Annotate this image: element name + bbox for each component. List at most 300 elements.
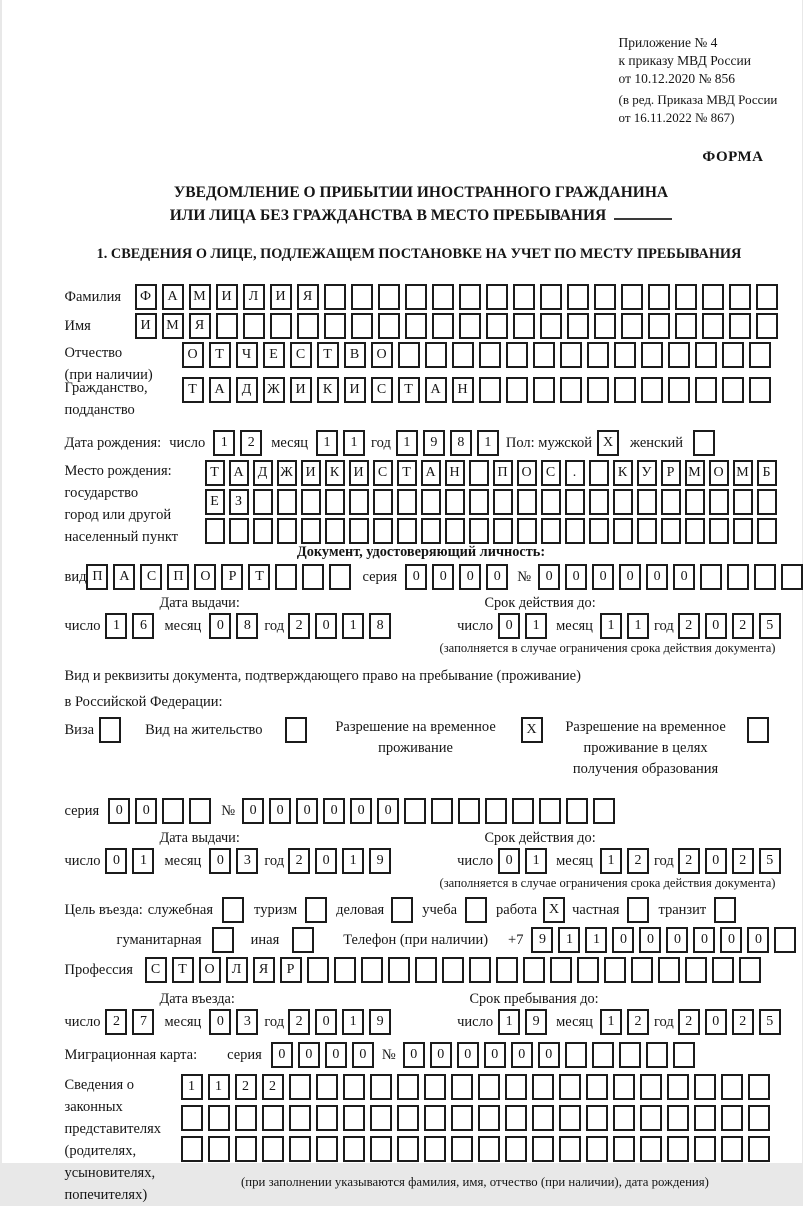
- char-cell: А: [209, 377, 231, 403]
- checkbox-cell[interactable]: X: [597, 430, 619, 456]
- male-checkbox[interactable]: [597, 430, 619, 456]
- char-cell: [668, 342, 690, 368]
- year-label: год: [653, 1013, 674, 1030]
- char-cell: 2: [678, 613, 700, 639]
- day-label: число: [169, 434, 206, 451]
- char-cell: 9: [531, 927, 553, 953]
- char-cell: А: [113, 564, 135, 590]
- checkbox-cell[interactable]: X: [521, 717, 543, 743]
- char-cell: [301, 518, 321, 544]
- day-label: число: [457, 1013, 494, 1030]
- char-cell: [729, 313, 751, 339]
- char-cell: [539, 798, 561, 824]
- char-cell: 0: [484, 1042, 506, 1068]
- char-cell: [593, 798, 615, 824]
- char-cell: [325, 518, 345, 544]
- guardians-label-line: законных: [64, 1099, 123, 1115]
- char-cell: 1: [585, 927, 607, 953]
- birthdate-year-cells: [396, 430, 499, 456]
- char-cell: С: [541, 460, 561, 486]
- stay-until-header: Срок пребывания до:: [469, 991, 599, 1007]
- char-cell: Ф: [135, 284, 157, 310]
- char-cell: Л: [226, 957, 248, 983]
- char-cell: [277, 489, 297, 515]
- char-cell: Я: [253, 957, 275, 983]
- char-cell: 0: [612, 927, 634, 953]
- char-cell: 0: [403, 1042, 425, 1068]
- char-cell: [559, 1074, 581, 1100]
- char-cell: [621, 313, 643, 339]
- month-label: месяц: [271, 434, 309, 451]
- char-cell: [378, 284, 400, 310]
- iddoc-type-label: вид: [64, 568, 87, 585]
- char-cell: [405, 313, 427, 339]
- resdoc-intro-line2: в Российской Федерации:: [64, 694, 223, 710]
- char-cell: [648, 284, 670, 310]
- profession-row: [65, 957, 778, 983]
- guardians-note: (при заполнении указываются фамилия, имя, отчество (при наличии), дата рождения): [241, 1175, 709, 1189]
- char-cell: 1: [208, 1074, 230, 1100]
- iddoc-number-cells: [538, 564, 803, 590]
- char-cell: [641, 377, 663, 403]
- char-cell: Р: [280, 957, 302, 983]
- birthplace-label-line: Место рождения:: [64, 463, 172, 479]
- patronymic-cells: [182, 342, 771, 368]
- visa-checkbox[interactable]: [99, 717, 121, 743]
- char-cell: Ж: [263, 377, 285, 403]
- char-cell: [613, 1136, 635, 1162]
- char-cell: И: [349, 460, 369, 486]
- migcard-number-label: №: [381, 1046, 396, 1063]
- char-cell: Е: [263, 342, 285, 368]
- char-cell: М: [162, 313, 184, 339]
- char-cell: [667, 1105, 689, 1131]
- char-cell: 1: [342, 848, 364, 874]
- char-cell: Б: [757, 460, 777, 486]
- char-cell: [459, 313, 481, 339]
- char-cell: С: [145, 957, 167, 983]
- purpose-work-checkbox[interactable]: [543, 897, 565, 923]
- resdoc-date-headers: [65, 830, 778, 847]
- female-checkbox[interactable]: [693, 430, 715, 456]
- char-cell: Е: [205, 489, 225, 515]
- guardians-block: [65, 1074, 778, 1206]
- char-cell: 2: [105, 1009, 127, 1035]
- char-cell: [541, 518, 561, 544]
- char-cell: [648, 313, 670, 339]
- char-cell: 0: [352, 1042, 374, 1068]
- char-cell: [388, 957, 410, 983]
- birthplace-label-line: населенный пункт: [64, 529, 179, 545]
- char-cell: [208, 1136, 230, 1162]
- char-cell: [373, 518, 393, 544]
- char-cell: 2: [678, 848, 700, 874]
- rvp-label: Разрешение на временное проживание: [335, 719, 496, 756]
- char-cell: [661, 518, 681, 544]
- char-cell: 0: [673, 564, 695, 590]
- char-cell: [709, 518, 729, 544]
- char-cell: Д: [253, 460, 273, 486]
- char-cell: Т: [205, 460, 225, 486]
- residence-permit-label: Вид на жительство: [145, 722, 263, 738]
- firstname-label: Имя: [64, 317, 91, 334]
- char-cell: Т: [182, 377, 204, 403]
- char-cell: [661, 489, 681, 515]
- surname-cells: [135, 284, 778, 310]
- purpose-private-checkbox[interactable]: [627, 897, 649, 923]
- char-cell: [262, 1105, 284, 1131]
- resdoc-series-label: серия: [64, 802, 100, 819]
- stay-day: [498, 1009, 547, 1035]
- char-cell: 0: [498, 848, 520, 874]
- year-label: год: [264, 1013, 285, 1030]
- char-cell: [559, 1105, 581, 1131]
- char-cell: Д: [236, 377, 258, 403]
- purpose-business-checkbox[interactable]: [391, 897, 413, 923]
- char-cell: [631, 957, 653, 983]
- char-cell: Н: [445, 460, 465, 486]
- patronymic-label-line2: (при наличии): [64, 367, 153, 383]
- char-cell: [517, 518, 537, 544]
- guardians-label: [65, 1074, 181, 1206]
- char-cell: О: [517, 460, 537, 486]
- char-cell: [640, 1105, 662, 1131]
- annex-note-line: (в ред. Приказа МВД России: [618, 92, 778, 107]
- char-cell: Т: [397, 460, 417, 486]
- char-cell: [748, 1105, 770, 1131]
- rvp-education-checkbox[interactable]: [747, 717, 769, 743]
- char-cell: 1: [213, 430, 235, 456]
- annex-note-line: от 16.11.2022 № 867): [618, 110, 735, 125]
- char-cell: Т: [317, 342, 339, 368]
- citizenship-cells: [182, 377, 771, 403]
- char-cell: 2: [732, 1009, 754, 1035]
- char-cell: [756, 284, 778, 310]
- char-cell: 2: [288, 848, 310, 874]
- char-cell: 0: [105, 848, 127, 874]
- char-cell: И: [301, 460, 321, 486]
- char-cell: [749, 342, 771, 368]
- month-label: месяц: [556, 617, 593, 634]
- iddoc-issue-year: [288, 613, 391, 639]
- residence-permit-checkbox[interactable]: [285, 717, 307, 743]
- entry-date-headers: [65, 991, 778, 1008]
- checkbox-cell[interactable]: [285, 717, 307, 743]
- char-cell: 9: [369, 1009, 391, 1035]
- char-cell: [640, 1074, 662, 1100]
- iddoc-issue-day: [105, 613, 154, 639]
- char-cell: [181, 1136, 203, 1162]
- char-cell: [613, 489, 633, 515]
- char-cell: 9: [369, 848, 391, 874]
- iddoc-valid-header: Срок действия до:: [484, 595, 596, 611]
- char-cell: [378, 313, 400, 339]
- char-cell: 1: [600, 848, 622, 874]
- arrival-notification-form: [2, 0, 802, 1203]
- purpose-humanitarian-label: гуманитарная: [116, 931, 202, 948]
- char-cell: [586, 1136, 608, 1162]
- char-cell: [479, 377, 501, 403]
- char-cell: [289, 1074, 311, 1100]
- char-cell: [351, 313, 373, 339]
- char-cell: П: [493, 460, 513, 486]
- char-cell: 0: [619, 564, 641, 590]
- annex-line: Приложение № 4: [618, 35, 718, 50]
- char-cell: 1: [342, 1009, 364, 1035]
- char-cell: [270, 313, 292, 339]
- migration-card-label: Миграционная карта:: [64, 1046, 198, 1063]
- char-cell: [589, 489, 609, 515]
- resdoc-valid-year: [678, 848, 781, 874]
- char-cell: 3: [236, 848, 258, 874]
- char-cell: [253, 518, 273, 544]
- purpose-work-label: работа: [496, 901, 538, 918]
- char-cell: [452, 342, 474, 368]
- resdoc-number-label: №: [221, 802, 236, 819]
- char-cell: 2: [678, 1009, 700, 1035]
- char-cell: [478, 1136, 500, 1162]
- char-cell: [640, 1136, 662, 1162]
- char-cell: 2: [288, 613, 310, 639]
- char-cell: [478, 1105, 500, 1131]
- char-cell: [702, 313, 724, 339]
- char-cell: [532, 1136, 554, 1162]
- checkbox-cell[interactable]: [693, 430, 715, 456]
- char-cell: Р: [221, 564, 243, 590]
- month-label: месяц: [556, 852, 593, 869]
- char-cell: [493, 518, 513, 544]
- month-label: месяц: [556, 1013, 593, 1030]
- char-cell: О: [199, 957, 221, 983]
- checkbox-cell[interactable]: X: [543, 897, 565, 923]
- char-cell: Т: [248, 564, 270, 590]
- checkbox-cell[interactable]: [212, 927, 234, 953]
- char-cell: О: [709, 460, 729, 486]
- phone-label: Телефон (при наличии): [343, 931, 489, 948]
- resdoc-series-row: [65, 798, 778, 824]
- char-cell: [424, 1074, 446, 1100]
- checkbox-cell[interactable]: [465, 897, 487, 923]
- purpose-transit-checkbox[interactable]: [714, 897, 736, 923]
- entry-day: [105, 1009, 154, 1035]
- char-cell: П: [167, 564, 189, 590]
- char-cell: [415, 957, 437, 983]
- resdoc-series-cells: [108, 798, 211, 824]
- migcard-series-label: серия: [227, 1046, 262, 1063]
- char-cell: [567, 284, 589, 310]
- stay-year: [678, 1009, 781, 1035]
- forma-label: ФОРМА: [702, 149, 764, 165]
- char-cell: У: [637, 460, 657, 486]
- char-cell: [637, 489, 657, 515]
- char-cell: [235, 1105, 257, 1131]
- title-blank-underline: [614, 206, 672, 220]
- birthplace-block: [65, 460, 778, 548]
- char-cell: 5: [759, 848, 781, 874]
- char-cell: [594, 284, 616, 310]
- char-cell: Л: [243, 284, 265, 310]
- char-cell: 1: [525, 848, 547, 874]
- char-cell: [739, 957, 761, 983]
- char-cell: 0: [350, 798, 372, 824]
- char-cell: [685, 957, 707, 983]
- char-cell: [675, 313, 697, 339]
- resdoc-dates-row: [65, 848, 778, 874]
- char-cell: [451, 1136, 473, 1162]
- char-cell: 9: [423, 430, 445, 456]
- char-cell: 0: [592, 564, 614, 590]
- year-label: год: [653, 852, 674, 869]
- char-cell: [307, 957, 329, 983]
- char-cell: [695, 377, 717, 403]
- char-cell: [756, 313, 778, 339]
- purpose-transit-label: транзит: [658, 901, 707, 918]
- purpose-official-checkbox[interactable]: [222, 897, 244, 923]
- year-label: год: [264, 617, 285, 634]
- purpose-other-label: иная: [250, 931, 280, 948]
- char-cell: [621, 284, 643, 310]
- char-cell: 0: [325, 1042, 347, 1068]
- char-cell: 1: [316, 430, 338, 456]
- char-cell: О: [371, 342, 393, 368]
- char-cell: Ч: [236, 342, 258, 368]
- checkbox-cell[interactable]: [747, 717, 769, 743]
- entry-dates-row: [65, 1009, 778, 1035]
- char-cell: .: [565, 460, 585, 486]
- char-cell: [727, 564, 749, 590]
- char-cell: И: [290, 377, 312, 403]
- char-cell: 0: [209, 1009, 231, 1035]
- annex-revision-note: [619, 91, 778, 127]
- char-cell: А: [162, 284, 184, 310]
- purpose-study-checkbox[interactable]: [465, 897, 487, 923]
- checkbox-cell[interactable]: [292, 927, 314, 953]
- char-cell: [397, 518, 417, 544]
- char-cell: [405, 284, 427, 310]
- surname-row: [65, 284, 778, 310]
- resdoc-issue-header: Дата выдачи:: [159, 830, 240, 846]
- char-cell: 6: [132, 613, 154, 639]
- char-cell: [361, 957, 383, 983]
- char-cell: И: [270, 284, 292, 310]
- iddoc-series-cells: [405, 564, 508, 590]
- char-cell: [722, 377, 744, 403]
- rvp-checkbox[interactable]: [521, 717, 543, 743]
- char-cell: 0: [538, 1042, 560, 1068]
- phone-cells: [531, 927, 796, 953]
- char-cell: 1: [396, 430, 418, 456]
- checkbox-cell[interactable]: [222, 897, 244, 923]
- char-cell: [421, 518, 441, 544]
- char-cell: [445, 518, 465, 544]
- char-cell: 0: [666, 927, 688, 953]
- char-cell: [513, 313, 535, 339]
- checkbox-cell[interactable]: [99, 717, 121, 743]
- char-cell: [316, 1105, 338, 1131]
- entry-month: [209, 1009, 258, 1035]
- char-cell: 1: [558, 927, 580, 953]
- char-cell: [667, 1074, 689, 1100]
- checkbox-cell[interactable]: [391, 897, 413, 923]
- char-cell: 0: [405, 564, 427, 590]
- purpose-tourism-label: туризм: [254, 901, 298, 918]
- char-cell: 1: [525, 613, 547, 639]
- char-cell: 0: [720, 927, 742, 953]
- char-cell: [587, 377, 609, 403]
- char-cell: [668, 377, 690, 403]
- iddoc-valid-month: [600, 613, 649, 639]
- month-label: месяц: [164, 1013, 202, 1030]
- char-cell: [749, 377, 771, 403]
- checkbox-cell[interactable]: [714, 897, 736, 923]
- char-cell: [505, 1105, 527, 1131]
- year-label: год: [653, 617, 674, 634]
- char-cell: [694, 1105, 716, 1131]
- char-cell: [334, 957, 356, 983]
- month-label: месяц: [164, 617, 202, 634]
- char-cell: [685, 489, 705, 515]
- char-cell: [613, 1105, 635, 1131]
- char-cell: [532, 1105, 554, 1131]
- patronymic-label-line1: Отчество: [64, 345, 123, 361]
- char-cell: 2: [627, 848, 649, 874]
- char-cell: Т: [172, 957, 194, 983]
- char-cell: [721, 1136, 743, 1162]
- resdoc-options-row: [65, 717, 778, 780]
- char-cell: М: [733, 460, 753, 486]
- char-cell: 0: [486, 564, 508, 590]
- char-cell: [577, 957, 599, 983]
- char-cell: [559, 1136, 581, 1162]
- birthdate-month-cells: [316, 430, 365, 456]
- profession-label: Профессия: [64, 961, 133, 978]
- char-cell: 0: [432, 564, 454, 590]
- char-cell: Т: [398, 377, 420, 403]
- char-cell: [397, 1136, 419, 1162]
- char-cell: [614, 342, 636, 368]
- char-cell: [351, 284, 373, 310]
- checkbox-cell[interactable]: [627, 897, 649, 923]
- iddoc-heading: Документ, удостоверяющий личность:: [296, 544, 546, 560]
- char-cell: 0: [377, 798, 399, 824]
- char-cell: [301, 489, 321, 515]
- char-cell: 8: [369, 613, 391, 639]
- char-cell: М: [189, 284, 211, 310]
- char-cell: [721, 1074, 743, 1100]
- char-cell: 1: [498, 1009, 520, 1035]
- purpose-humanitarian-checkbox[interactable]: [212, 927, 234, 953]
- char-cell: [641, 342, 663, 368]
- char-cell: [604, 957, 626, 983]
- purpose-tourism-checkbox[interactable]: [305, 897, 327, 923]
- char-cell: 0: [747, 927, 769, 953]
- char-cell: [722, 342, 744, 368]
- char-cell: [694, 1136, 716, 1162]
- char-cell: [586, 1074, 608, 1100]
- purpose-other-checkbox[interactable]: [292, 927, 314, 953]
- citizenship-label: [65, 377, 182, 421]
- char-cell: П: [86, 564, 108, 590]
- char-cell: [479, 342, 501, 368]
- checkbox-cell[interactable]: [305, 897, 327, 923]
- char-cell: [533, 377, 555, 403]
- char-cell: [637, 518, 657, 544]
- char-cell: О: [194, 564, 216, 590]
- char-cell: [550, 957, 572, 983]
- iddoc-issue-month: [209, 613, 258, 639]
- char-cell: А: [229, 460, 249, 486]
- char-cell: 0: [209, 613, 231, 639]
